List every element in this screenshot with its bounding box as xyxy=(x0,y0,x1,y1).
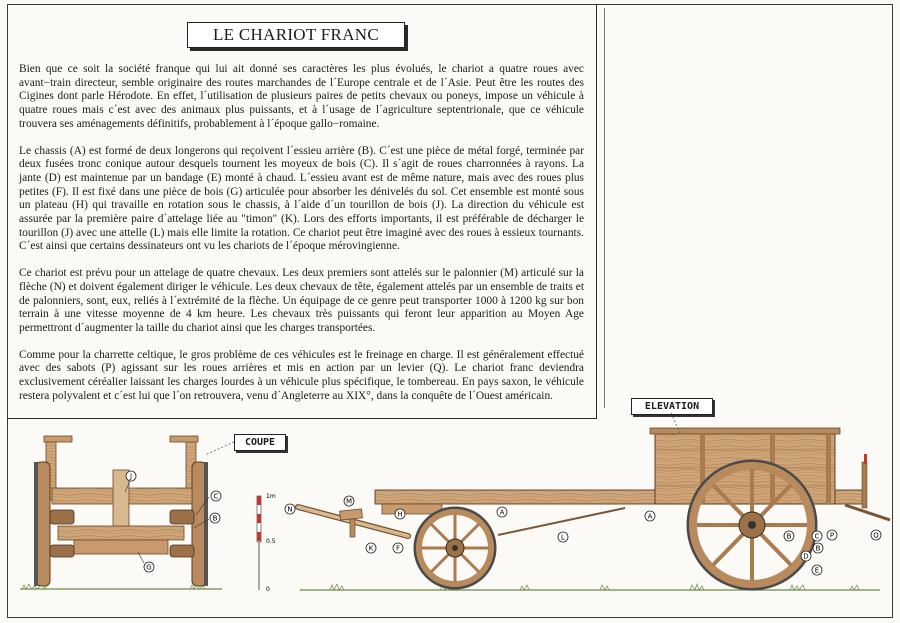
callout-G-coupe: G xyxy=(146,563,152,572)
elevation-label: ELEVATION xyxy=(631,398,713,415)
callout-A-rear: A xyxy=(647,512,653,521)
rear-wheel xyxy=(688,461,816,589)
callout-L: L xyxy=(561,533,565,542)
paragraph-origins: Bien que ce soit la société franque qui lui ait donné ses caractères les plus évolués, le chariot a quatre roues avec avant−train directeur, semble originaire des routes marchandes de l´Europe centrale et de l´Asie. Peut être les routes des Cigines dont parle Hérodote. En effet, l´utilisation de plusieurs paires de petits chevaux ou poneys, impose un véhicule à quatre roues mais c´est avec des animaux plus puissants, et à l´usage de l´agriculture septentrionale, que ce véhicule trouvera ses aménagements définitifs, probablement à l´époque gallo−romaine. xyxy=(19,63,584,130)
callout-K: K xyxy=(368,544,374,553)
elevation-view xyxy=(298,428,890,590)
callout-B-elevation: B xyxy=(786,532,792,541)
callout-H: H xyxy=(397,510,403,519)
callout-N: N xyxy=(287,505,293,514)
callout-F: F xyxy=(395,544,401,553)
callout-E: E xyxy=(814,566,820,575)
callout-J-coupe: J xyxy=(129,472,133,481)
callout-C-elevation: C xyxy=(814,532,820,541)
coupe-label: COUPE xyxy=(234,434,286,451)
scale-bar xyxy=(257,493,276,593)
callout-B-coupe: B xyxy=(212,514,218,523)
page-title: LE CHARIOT FRANC xyxy=(187,22,405,48)
scale-top-label: 1m xyxy=(266,493,276,500)
callout-Q: Q xyxy=(873,531,879,540)
callout-D: D xyxy=(803,552,809,561)
callout-P: P xyxy=(829,531,835,540)
scale-bottom-label: 0 xyxy=(266,586,270,593)
callout-B-hub: B xyxy=(815,544,821,553)
callout-M: M xyxy=(345,497,353,506)
paragraph-harness: Ce chariot est prévu pour un attelage de quatre chevaux. Les deux premiers sont attelés sur le palonnier (M) articulé sur la flèche (N) et doivent également diriger le véhicule. Les deux chevaux de tête, également attelés par un ensemble de traits et de palonniers, sont, eux, reliés à l´extrémité de la flèche. Un équipage de ce genre peut transporter 1000 à 1200 kg sur bon terrain à une vitesse moyenne de 4 km heure. Les chevaux très puissants qui feront leur apparition au Moyen Age permettront d´augmenter la taille du chariot ainsi que les charges transportées. xyxy=(19,267,584,334)
paragraph-chassis: Le chassis (A) est formé de deux longerons qui reçoivent l´essieu arrière (B). C´est une pièce de métal forgé, terminée par deux fusées tronc conique autour desquels tournent les moyeux de bois (C). Il s´agit de roues charronnées à rayons. La jante (D) est maintenue par un bandage (E) monté à chaud. L´essieu avant est de même nature, mais avec des roues plus petites (F). Il est fixé dans une pièce de bois (G) articulée pour absorber les dénivelés du sol. Cet ensemble est monté sous un plateau (H) qui travaille en rotation sous le chassis, à l´aide d´un tourillon de bois (J). La direction du véhicule est assurée par la première paire d´attelage liée au "timon" (K). Lors des efforts importants, il est préférable de décharger le tourillon (J) avec une attelle (L) mais elle limite la rotation. Ce chariot peut être imaginé avec des roues à essieux tournants. C´est ainsi que certains dessinateurs ont vu les chariots de l´époque mérovingienne. xyxy=(19,144,584,253)
callout-A-front: A xyxy=(499,508,505,517)
front-wheel xyxy=(415,508,495,588)
paragraph-braking: Comme pour la charrette celtique, le gros problème de ces véhicules est le freinage en charge. Il est généralement effectué avec des sabots (P) agissant sur les roues arrières et mis en action par un levier (Q). Le chariot franc deviendra exclusivement céréalier laissant les charges lourdes à un véhicule plus spécifique, le tombereau. En pays saxon, le véhicule restera polyvalent et c´est lui que l´on retrouvera, venu d´Angleterre au XIX°, dans la conquête de l´Ouest américain. xyxy=(19,348,584,402)
callout-C-coupe: C xyxy=(213,492,219,501)
coupe-section xyxy=(20,436,222,589)
scale-mid-label: 0.5 xyxy=(266,538,276,545)
